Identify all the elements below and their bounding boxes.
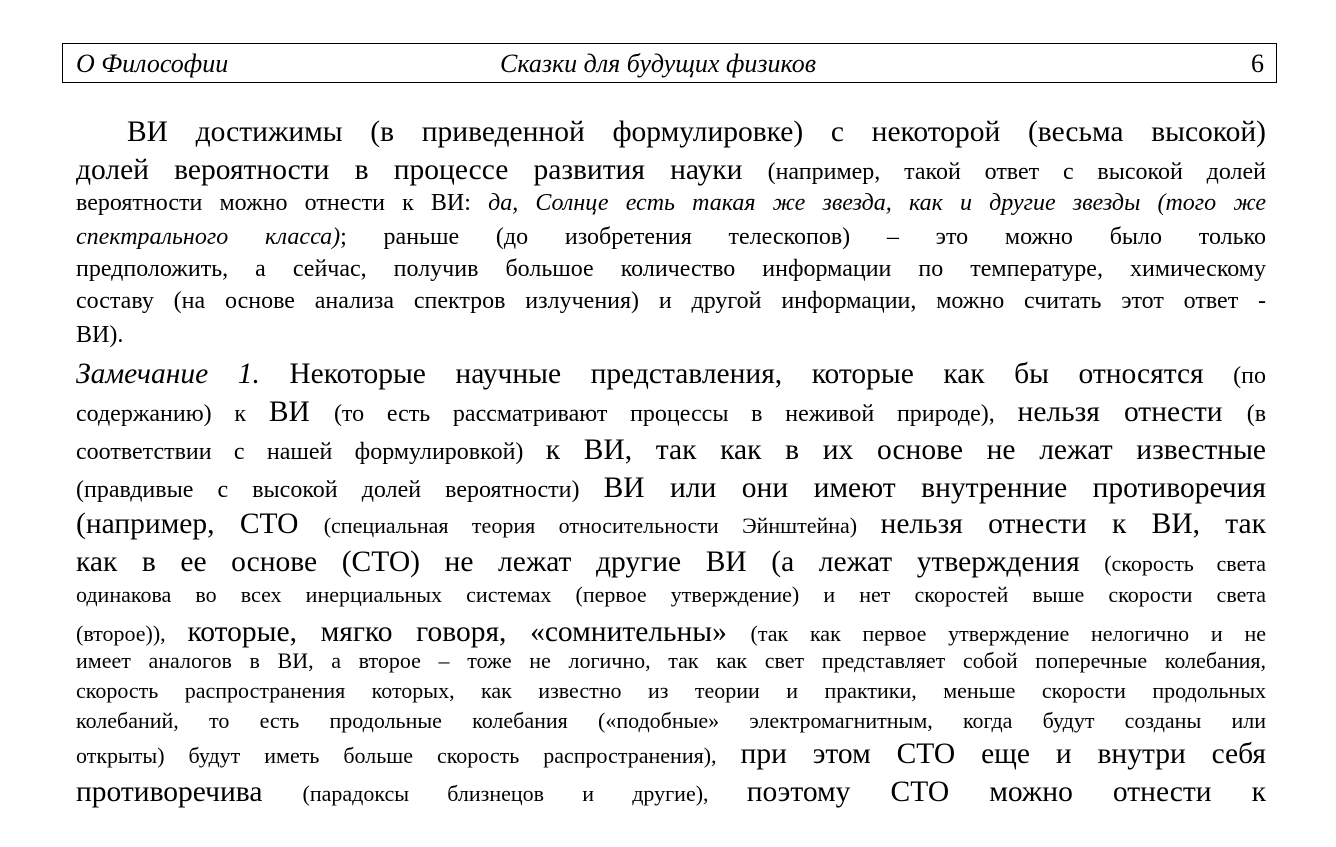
text-run: имеет аналогов в ВИ, а второе – тоже не логично, так как свет представляет собой поперечные колебания, [76, 648, 1266, 673]
text-run: Замечание 1. [76, 358, 290, 390]
text-run: ВИ [268, 396, 334, 428]
page-number: 6 [1251, 49, 1264, 78]
text-line [76, 776, 1266, 809]
text-run: открыты) будут иметь больше скорость распространения), [76, 743, 741, 768]
text-line [76, 224, 1266, 251]
text-line [76, 738, 1266, 771]
text-run: (скорость света [1104, 551, 1266, 576]
text-run: (по [1233, 363, 1266, 389]
text-run: вероятности можно отнести к ВИ: [76, 190, 489, 216]
text-run: (например, СТО [76, 508, 324, 540]
text-run: скорость распространения которых, как известно из теории и практики, меньше скорости продольных [76, 678, 1266, 703]
text-line [76, 508, 1266, 541]
text-run: спектрального класса) [76, 224, 341, 250]
text-run: ВИ или они имеют внутренние противоречия [603, 472, 1266, 504]
text-run: которые, мягко говоря, «сомнительны» [187, 616, 751, 648]
text-run: соответствии с нашей формулировкой) [76, 439, 546, 465]
text-run: (в [1246, 401, 1266, 427]
text-run: (парадоксы близнецов и другие), [302, 781, 747, 806]
text-run: (второе)), [76, 621, 188, 646]
text-line [76, 322, 1266, 349]
text-line [76, 616, 1266, 649]
text-line [76, 256, 1266, 283]
text-run: к ВИ, так как в их основе не лежат известные [545, 434, 1266, 466]
text-line [76, 582, 1266, 608]
text-run: поэтому СТО можно отнести к [746, 776, 1266, 808]
text-run: предположить, а сейчас, получив большое количество информации по температуре, химическому [76, 256, 1266, 282]
text-line [76, 288, 1266, 315]
text-run: да, Солнце есть такая же звезда, как и другие звезды (того же [488, 190, 1266, 216]
text-run: составу (на основе анализа спектров излучения) и другой информации, можно считать этот ответ - [76, 288, 1266, 314]
text-line [76, 358, 1266, 391]
text-run: при этом СТО еще и внутри себя [740, 738, 1266, 770]
text-run: противоречива [76, 776, 303, 808]
text-line [76, 154, 1266, 187]
text-run: нельзя отнести [1017, 396, 1247, 428]
text-run: ; раньше (до изобретения телескопов) – это можно было только [340, 224, 1266, 250]
text-run: колебаний, то есть продольные колебания («подобные» электромагнитным, когда будут созданы или [76, 708, 1266, 733]
text-run: нельзя отнести к ВИ, так [880, 508, 1266, 540]
text-run: (например, такой ответ с высокой долей [767, 159, 1266, 185]
text-line [76, 648, 1266, 674]
text-run: долей вероятности в процессе развития науки [76, 154, 768, 186]
text-line [76, 708, 1266, 734]
header-section-title: О Философии [76, 49, 229, 78]
text-line [127, 116, 1266, 149]
text-run: одинакова во всех инерциальных системах (первое утверждение) и нет скоростей выше скорости света [76, 582, 1266, 607]
text-run: (правдивые с высокой долей вероятности) [76, 477, 604, 503]
text-line [76, 678, 1266, 704]
text-run: (специальная теория относительности Эйнштейна) [323, 513, 881, 538]
page-header [62, 43, 1277, 83]
text-run: ВИ достижимы (в приведенной формулировке) с некоторой (весьма высокой) [127, 116, 1266, 148]
text-line [76, 190, 1266, 217]
text-line [76, 472, 1266, 505]
text-run: (то есть рассматривают процессы в неживой природе), [333, 401, 1018, 427]
text-line [76, 396, 1266, 429]
text-run: как в ее основе (СТО) не лежат другие ВИ (а лежат утверждения [76, 546, 1105, 578]
header-book-title: Сказки для будущих физиков [500, 49, 817, 78]
text-line [76, 546, 1266, 579]
text-run: (так как первое утверждение нелогично и не [750, 621, 1266, 646]
text-run: Некоторые научные представления, которые как бы относятся [289, 358, 1234, 390]
text-line [76, 434, 1266, 467]
text-run: содержанию) к [76, 401, 269, 427]
text-run: ВИ). [76, 322, 124, 348]
